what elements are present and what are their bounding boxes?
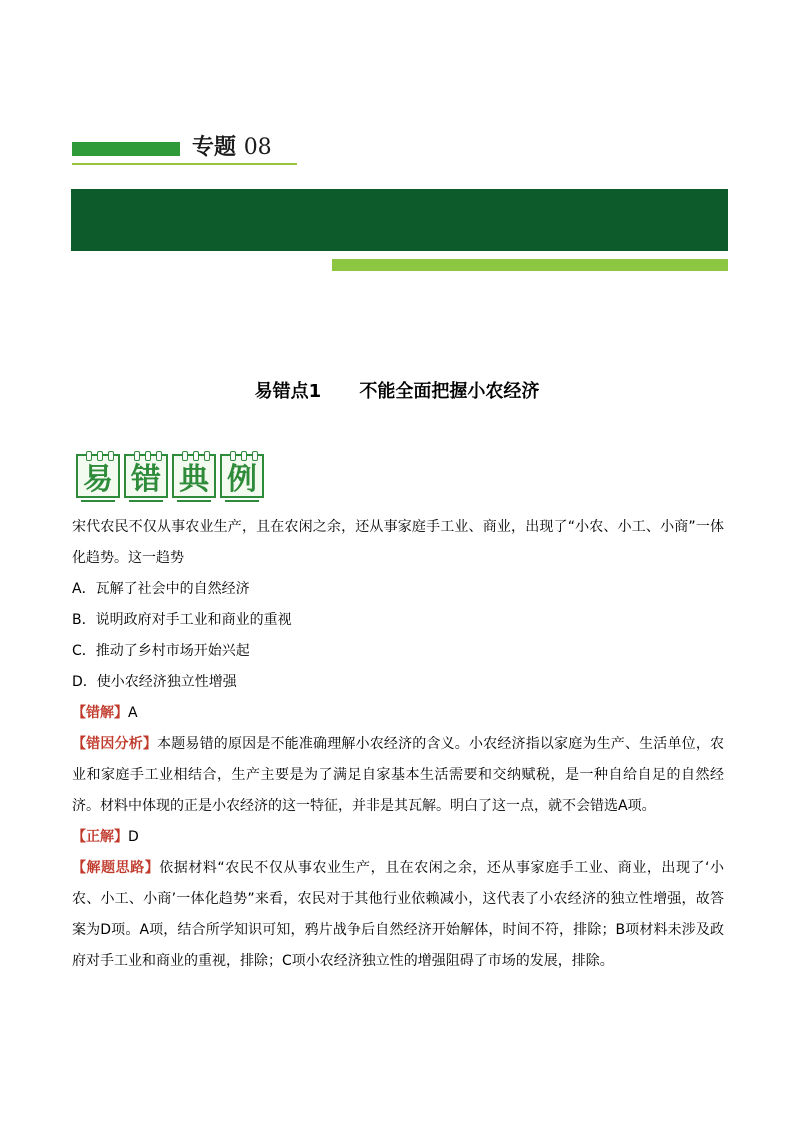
badge-char-text: 错 [131,462,161,497]
badge-char-text: 典 [179,462,209,497]
error-analysis-text: 本题易错的原因是不能准确理解小农经济的含义。小农经济指以家庭为生产、生活单位，农业和家庭手工业相结合，生产主要是为了满足自家基本生活需要和交纳赋税，是一种自给自足的自然经济。材料中体现的正是小农经济的这一特征，并非是其瓦解。明白了这一点，就不会错选A项。 [72,736,725,814]
correct-answer [72,822,724,853]
ring-icon [134,451,140,461]
option-a: A．瓦解了社会中的自然经济 [72,581,250,597]
ring-icon [193,451,199,461]
badge-char [76,454,120,498]
wrong-answer [72,698,724,729]
badge-char-text: 例 [227,462,257,497]
solution-approach-tag: 【解题思路】 [72,860,160,876]
badge-char-text: 易 [83,462,113,497]
solution-approach-text: 依据材料“农民不仅从事农业生产，且在农闲之余，还从事家庭手工业、商业，出现了‘小农、小工、小商’一体化趋势”来看，农民对于其他行业依赖减小，这代表了小农经济的独立性增强，故答案为D项。A项，结合所学知识可知，鸦片战争后自然经济开始解体，时间不符，排除；B项材料未涉及政府对手工业和商业的重视，排除；C项小农经济独立性的增强阻碍了市场的发展，排除。 [72,860,725,969]
badge-char [220,454,264,498]
example-badge [76,454,264,498]
section-title: 不能全面把握小农经济 [359,381,540,402]
ring-icon [86,451,92,461]
badge-char [172,454,216,498]
option-b: B．说明政府对手工业和商业的重视 [72,612,292,628]
ring-icon [252,451,258,461]
correct-answer-tag: 【正解】 [72,829,128,845]
section-heading [0,380,794,404]
topic-label: 专题 [192,135,237,160]
option-c: C．推动了乡村市场开始兴起 [72,643,250,659]
ring-icon [156,451,162,461]
error-analysis [72,729,724,822]
badge-char [124,454,168,498]
topic-title [192,134,272,162]
title-banner [71,189,728,251]
wrong-answer-value: A [128,705,138,721]
error-analysis-tag: 【错因分析】 [72,736,158,752]
ring-icon [145,451,151,461]
question-stem: 宋代农民不仅从事农业生产，且在农闲之余，还从事家庭手工业、商业，出现了“小农、小工、小商”一体化趋势。这一趋势 [72,519,724,566]
banner-accent-bar [332,259,728,271]
question-content [72,512,724,977]
ring-icon [108,451,114,461]
ring-icon [204,451,210,461]
topic-underline [72,163,297,165]
ring-icon [97,451,103,461]
ring-icon [230,451,236,461]
correct-answer-value: D [128,829,139,845]
section-label: 易错点1 [254,381,322,402]
ring-icon [241,451,247,461]
solution-approach [72,853,724,977]
option-d: D．使小农经济独立性增强 [72,674,237,690]
topic-number: 08 [243,135,272,160]
wrong-answer-tag: 【错解】 [72,705,128,721]
topic-accent-bar [72,142,180,156]
ring-icon [182,451,188,461]
